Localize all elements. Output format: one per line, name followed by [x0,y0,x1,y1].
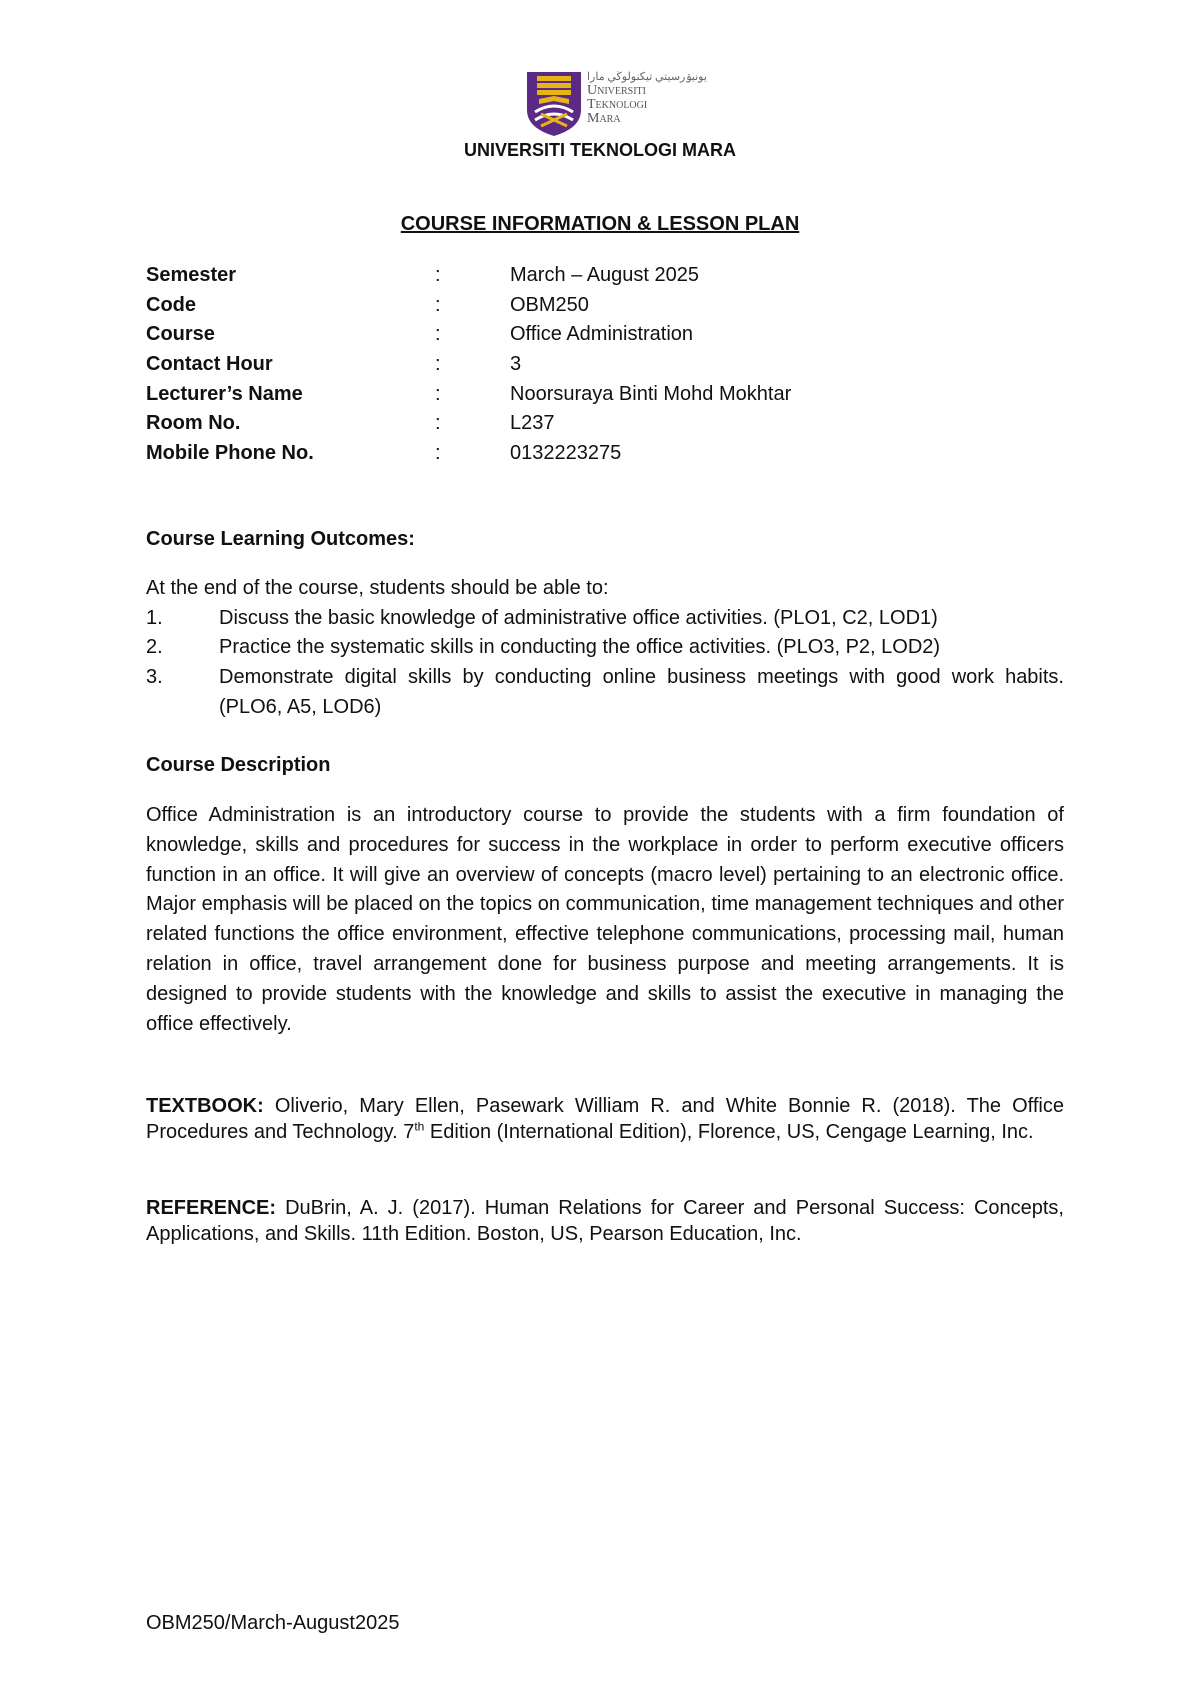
info-colon: : [435,264,441,286]
reference-label: REFERENCE: [146,1197,277,1219]
info-row-code [146,294,1046,324]
info-label: Code [146,293,196,316]
info-row-contact-hour [146,353,1046,383]
info-value: L237 [510,412,555,435]
outcomes-heading: Course Learning Outcomes: [146,528,415,550]
description-heading: Course Description [146,754,331,776]
info-row-lecturer [146,383,1046,413]
info-colon: : [435,323,441,346]
list-item [146,663,1064,723]
page-footer: OBM250/March-August2025 [146,1612,400,1634]
info-label: Course [146,323,215,346]
logo-line-3: Mara [587,111,621,126]
logo-wordmark [587,70,707,126]
info-colon: : [435,353,441,376]
list-text: Demonstrate digital skills by conducting online business meetings with good work habits. (PLO6, A5, LOD6) [219,666,1064,718]
textbook-text: Oliverio, Mary Ellen, Pasewark William R. and White Bonnie R. (2018). The Office Procedures and Technology. 7 [146,1095,1064,1143]
info-value: OBM250 [510,293,589,316]
list-item [146,604,1064,634]
info-label: Room No. [146,412,241,435]
uitm-crest-icon [525,70,583,138]
info-label: Mobile Phone No. [146,442,314,465]
info-row-phone [146,442,1046,472]
info-value: 0132223275 [510,442,622,465]
uitm-logo [525,70,707,138]
info-row-room [146,412,1046,442]
info-label: Lecturer’s Name [146,382,303,405]
info-value: March – August 2025 [510,264,700,286]
description-text: Office Administration is an introductory course to provide the students with a firm foundation of knowledge, skills and procedures for success in the workplace in order to perform executive officers function in an office. It will give an overview of concepts (macro level) pertaining to an electronic office. Major emphasis will be placed on the topics on communication, time management techniques and other related functions the office environment, effective telephone communications, processing mail, human relation in office, travel arrangement done for business purpose and meeting arrangements. It is designed to provide students with the knowledge and skills to assist the executive in managing the office effectively. [146,804,1064,1035]
logo-arabic-text: يونيۏرسيتي تيكنولوڬي مارا [587,71,707,83]
info-colon: : [435,442,441,465]
info-colon: : [435,293,441,316]
reference-text: DuBrin, A. J. (2017). Human Relations for Career and Personal Success: Concepts, Applications, and Skills. 11th Edition. Boston, US, Pearson Education, Inc. [146,1197,1064,1245]
university-name: UNIVERSITI TEKNOLOGI MARA [463,140,736,160]
list-item [146,633,1064,663]
logo-line-1: Universiti [587,83,646,98]
list-number: 1. [146,607,163,629]
info-row-semester [146,264,1046,294]
outcomes-intro: At the end of the course, students should be able to: [146,577,609,599]
info-value: 3 [510,353,522,376]
info-label: Semester [146,264,237,286]
list-text: Discuss the basic knowledge of administrative office activities. (PLO1, C2, LOD1) [219,607,938,629]
list-number: 3. [146,666,163,688]
reference-entry [146,1195,1064,1247]
list-text: Practice the systematic skills in conducting the office activities. (PLO3, P2, LOD2) [219,636,941,658]
info-row-course [146,323,1046,353]
logo-line-2: Teknologi [587,97,648,112]
info-label: Contact Hour [146,353,273,376]
textbook-label: TEXTBOOK: [146,1095,264,1117]
document-title: COURSE INFORMATION & LESSON PLAN [400,213,800,235]
info-value: Office Administration [510,323,694,346]
textbook-text-end: Edition (International Edition), Florence, US, Cengage Learning, Inc. [424,1121,1034,1143]
info-value: Noorsuraya Binti Mohd Mokhtar [510,382,792,405]
textbook-sup: th [414,1119,425,1134]
textbook-entry [146,1093,1064,1145]
info-colon: : [435,382,441,405]
list-number: 2. [146,636,163,658]
info-colon: : [435,412,441,435]
course-info-table [146,264,1046,472]
